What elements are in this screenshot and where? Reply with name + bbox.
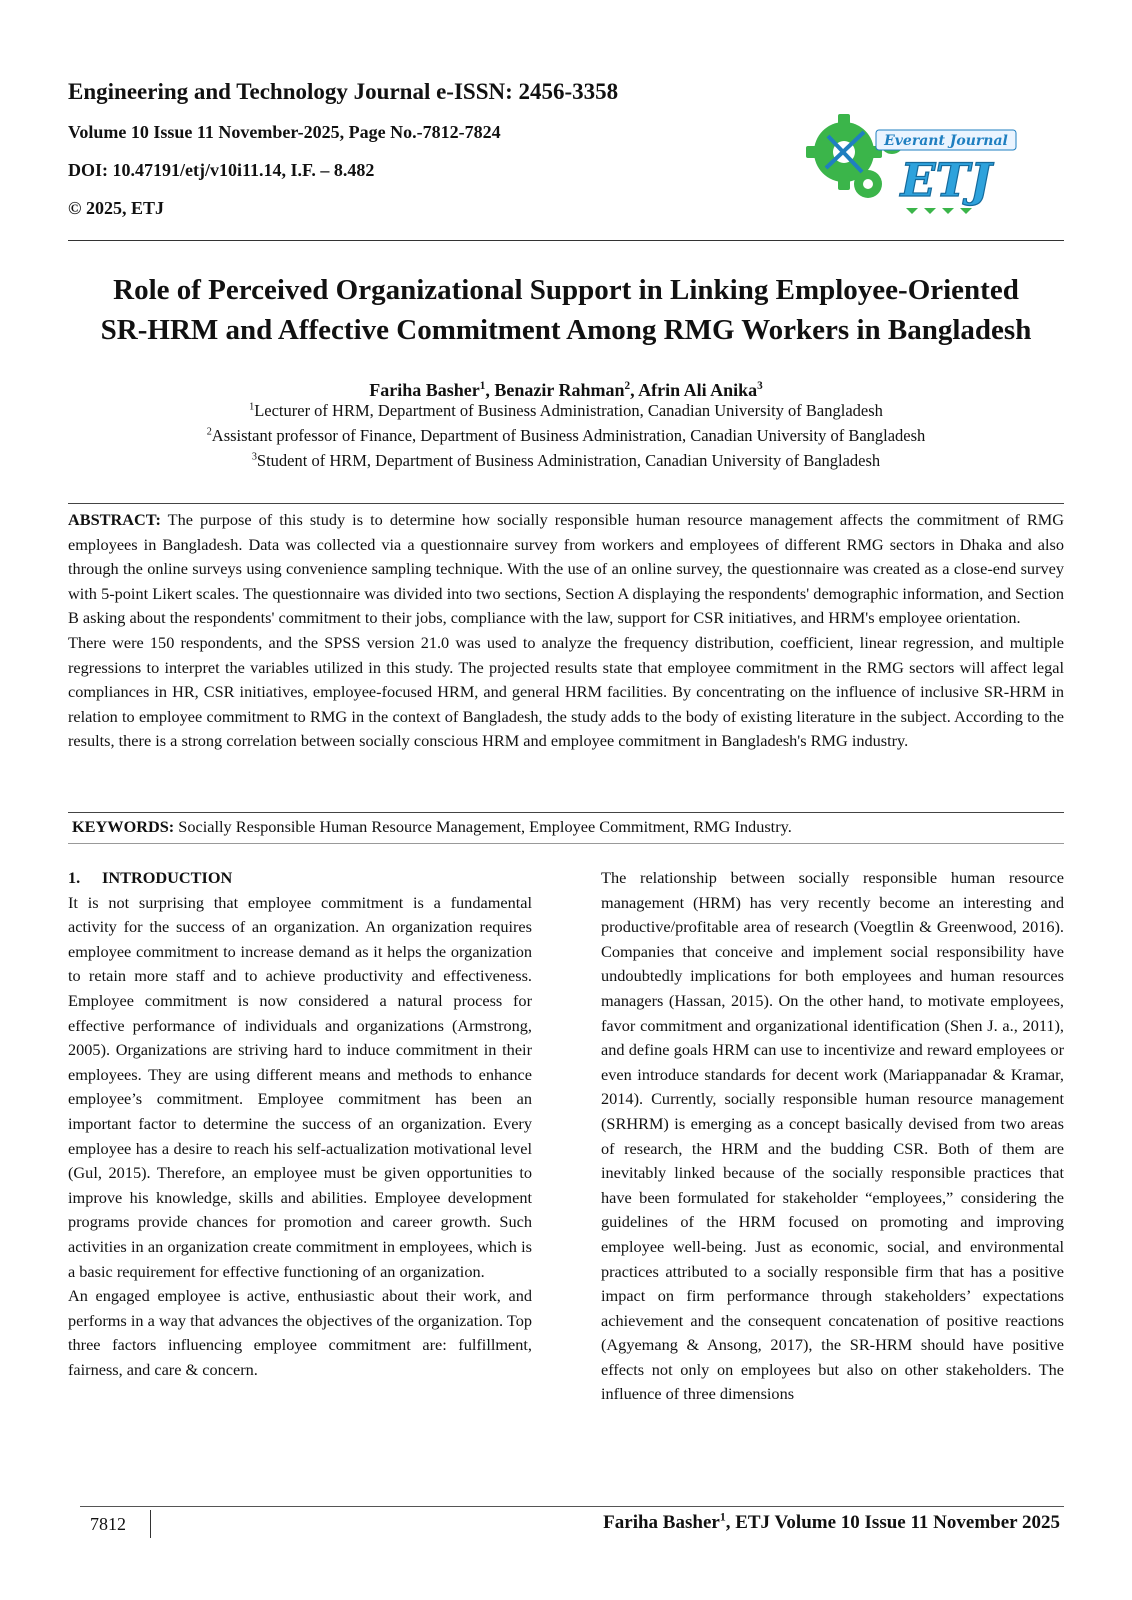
title-line-1: Role of Perceived Organizational Support in Linking Employee-Oriented	[113, 274, 1019, 306]
keywords-text: Socially Responsible Human Resource Management, Employee Commitment, RMG Industry.	[174, 817, 792, 836]
author-sep: ,	[630, 380, 639, 400]
abstract-paragraph-1	[68, 508, 1064, 631]
affiliation-3	[68, 450, 1064, 472]
intro-paragraph-2: An engaged employee is active, enthusiastic about their work, and performs in a way that advances the objectives of the organization. Top three factors influencing employee commitment are: fulfillment, fairness, and care & concern.	[68, 1286, 532, 1379]
affiliation-1-sup: 1	[249, 401, 255, 413]
right-column	[601, 866, 1064, 1407]
affiliation-3-sup: 3	[251, 451, 257, 463]
intro-paragraph-1: It is not surprising that employee commitment is a fundamental activity for the success of an organization. An organization requires employee commitment to increase demand as it helps the organization to retain more staff and to achieve productivity and effectiveness. Employee commitment is now considered a natural process for effective performance of individuals and organizations (Armstrong, 2005). Organizations are striving hard to induce commitment in their employees. They are using different means and methods to enhance employee’s commitment. Employee commitment has been an important factor to determine the success of an organization. Every employee has a desire to reach his self-actualization motivational level (Gul, 2015). Therefore, an employee must be given opportunities to improve his knowledge, skills and abilities. Employee development programs provide chances for promotion and career growth. Such activities in an organization create commitment in employees, which is a basic requirement for effective functioning of an organization.	[68, 892, 532, 1281]
header-divider	[68, 240, 1064, 241]
abstract-text-1: The purpose of this study is to determine how socially responsible human resource management affects the commitment of RMG employees in Bangladesh. Data was collected via a questionnaire survey from workers and employees of different RMG sectors in Dhaka and also through the online surveys using convenience sampling technique. With the use of an online survey, the questionnaire was created as a close-end survey with 5-point Likert scales. The questionnaire was divided into two sections, Section A displaying the respondents' demographic information, and Section B asking about the respondents' commitment to their jobs, compliance with the law, support for CSR initiatives, and HRM's employee orientation.	[68, 510, 1064, 628]
journal-header	[68, 78, 768, 234]
section-heading-introduction	[68, 866, 532, 891]
journal-name: Engineering and Technology Journal e-ISSN: 2456-3358	[68, 79, 619, 104]
footer-journal-info: , ETJ Volume 10 Issue 11 November 2025	[725, 1512, 1060, 1533]
page-number: 7812	[90, 1514, 126, 1534]
affiliation-2	[68, 425, 1064, 447]
footer-author-sup: 1	[719, 1510, 726, 1524]
author-1: Fariha Basher	[369, 380, 480, 400]
affiliation-1	[68, 400, 1064, 422]
affiliation-2-sup: 2	[206, 426, 212, 438]
author-2-sup: 2	[624, 380, 631, 392]
logo-subtitle: Everant Journal	[884, 133, 1008, 149]
left-column	[68, 866, 532, 1382]
title-line-2: SR-HRM and Affective Commitment Among RMG Workers in Bangladesh	[100, 314, 1032, 346]
author-1-sup: 1	[479, 380, 486, 392]
keywords	[72, 815, 1062, 839]
author-3: Afrin Ali Anika	[638, 380, 758, 400]
section-title: INTRODUCTION	[102, 868, 233, 887]
doi-info: DOI: 10.47191/etj/v10i11.14, I.F. – 8.482	[68, 160, 375, 180]
author-list	[68, 378, 1064, 402]
footer-rule	[80, 1506, 1064, 1507]
abstract-bottom-rule	[68, 812, 1064, 813]
affiliation-3-text: Student of HRM, Department of Business Administration, Canadian University of Bangladesh	[256, 451, 881, 470]
volume-info: Volume 10 Issue 11 November-2025, Page No.-7812-7824	[68, 122, 501, 142]
running-footer	[603, 1512, 1060, 1534]
abstract-paragraph-2: There were 150 respondents, and the SPSS version 21.0 was used to analyze the frequency distribution, coefficient, linear regression, and multiple regressions to interpret the variables utilized in this study. The projected results state that employee commitment in the RMG sectors will affect legal compliances in HR, CSR initiatives, employee-focused HRM, and general HRM facilities. By concentrating on the influence of inclusive SR-HRM in relation to employee commitment to RMG in the context of Bangladesh, the study adds to the body of existing literature in the subject. According to the results, there is a strong correlation between socially conscious HRM and employee commitment in Bangladesh's RMG industry.	[68, 632, 1064, 751]
section-number: 1.	[68, 868, 81, 887]
abstract	[68, 508, 1064, 754]
affiliation-1-text: Lecturer of HRM, Department of Business Administration, Canadian University of Bangladesh	[254, 401, 883, 420]
intro-paragraph-3: The relationship between socially responsible human resource management (HRM) has very recently become an interesting and productive/profitable area of research (Voegtlin & Greenwood, 2016). Companies that conceive and implement social responsibility have undoubtedly implications for both employees and human resources managers (Hassan, 2015). On the other hand, to motivate employees, favor commitment and organizational identification (Shen J. a., 2011), and define goals HRM can use to incentivize and reward employees or even introduce standards for decent work (Mariappanadar & Kramar, 2014). Currently, socially responsible human resource management (SRHRM) is emerging as a concept basically devised from two areas of research, the HRM and the budding CSR. Both of them are inevitably linked because of the socially responsible practices that have been formulated for stakeholder “employees,” considering the guidelines of the HRM focused on promoting and improving employee well-being. Just as economic, social, and environmental practices attributed to a socially responsible firm that has a positive impact on firm performance through stakeholders’ expectations achievement and the consequent concatenation of positive reactions (Agyemang & Ansong, 2017), the SR-HRM should have positive effects not only on employees but also on other stakeholders. The influence of three dimensions	[601, 868, 1064, 1404]
author-2: Benazir Rahman	[494, 380, 625, 400]
keywords-label: KEYWORDS:	[72, 817, 175, 836]
copyright: © 2025, ETJ	[68, 198, 164, 218]
etj-logo	[806, 112, 1024, 222]
keywords-rule	[68, 843, 1064, 844]
paper-title	[68, 270, 1064, 350]
footer-author: Fariha Basher	[603, 1512, 720, 1533]
author-3-sup: 3	[757, 380, 763, 392]
author-sep: ,	[485, 380, 495, 400]
logo-brand: ETJ	[900, 153, 992, 207]
affiliation-2-text: Assistant professor of Finance, Department of Business Administration, Canadian University of Bangladesh	[211, 426, 926, 445]
abstract-label: ABSTRACT:	[68, 510, 161, 529]
abstract-top-rule	[68, 503, 1064, 504]
footer-separator	[150, 1510, 151, 1538]
